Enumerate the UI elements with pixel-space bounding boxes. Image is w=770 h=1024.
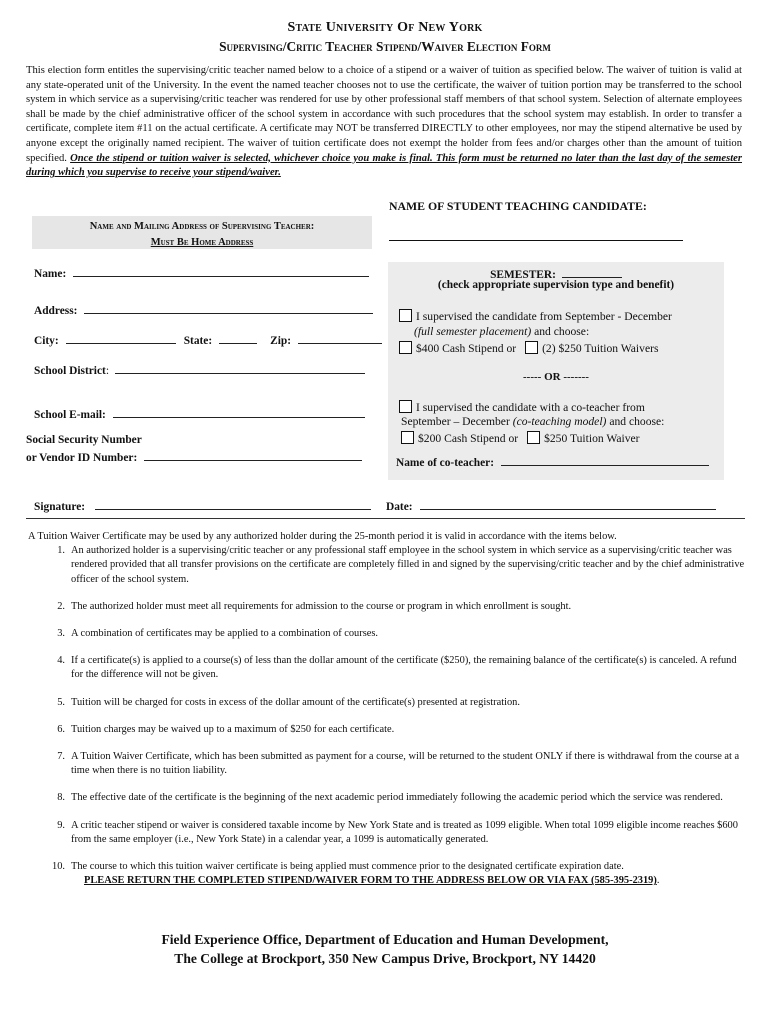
footer-college: The College at Brockport, 350 New Campus Drive, Brockport, NY 14420 [174, 951, 596, 966]
terms-item-number: 7. [57, 751, 65, 763]
date-field[interactable] [420, 496, 716, 510]
option2-italic: (co-teaching model) [512, 415, 607, 428]
email-field[interactable] [113, 404, 365, 418]
footer-office: Field Experience Office, Department of Education and Human Development, [161, 932, 609, 947]
form-title-university: State University Of New York [287, 20, 483, 35]
terms-item-number: 4. [57, 655, 65, 667]
terms-item-text: A critic teacher stipend or waiver is considered taxable income by New York State and is treated as 1099 eligible. When total 1099 eligible income reaches $600 from the same employer (i.e., New York State) in a calendar year, a 1099 is automatically generated. [71, 819, 738, 845]
terms-item [26, 723, 746, 737]
terms-item-text: The course to which this tuition waiver certificate is being applied must commence prior to the designated certificate expiration date. [71, 861, 624, 873]
vendor-id-label: or Vendor ID Number: [26, 452, 138, 464]
terms-item [26, 791, 746, 805]
stipend-200-checkbox[interactable] [401, 431, 414, 444]
stipend-400-label: $400 Cash Stipend or [416, 342, 517, 355]
terms-item-text: A combination of certificates may be applied to a combination of courses. [71, 628, 379, 640]
full-semester-checkbox[interactable] [399, 309, 412, 322]
terms-item-number: 2. [57, 600, 65, 612]
ssn-field[interactable] [144, 447, 362, 461]
district-label: School District [34, 365, 106, 377]
terms-item-text: Tuition charges may be waived up to a maximum of $250 for each certificate. [71, 723, 395, 735]
terms-item [26, 860, 746, 888]
terms-item [26, 600, 746, 614]
city-field[interactable] [66, 330, 176, 344]
state-field[interactable] [219, 330, 257, 344]
stipend-200-label: $200 Cash Stipend or [418, 432, 519, 445]
terms-item-text: The effective date of the certificate is the beginning of the next academic period immediately following the academic period which the service was rendered. [71, 792, 723, 804]
ssn-label: Social Security Number [26, 434, 142, 446]
address-heading: Name and Mailing Address of Supervising Teacher: [89, 221, 315, 232]
semester-label: SEMESTER: [490, 269, 556, 281]
terms-item-number: 10. [52, 861, 65, 873]
coteacher-field[interactable] [501, 452, 709, 466]
signature-field[interactable] [95, 496, 371, 510]
terms-item [26, 750, 746, 778]
semester-field[interactable] [562, 264, 622, 278]
stipend-400-checkbox[interactable] [399, 341, 412, 354]
or-divider: ----- OR ------- [523, 371, 589, 383]
terms-item-number: 3. [57, 628, 65, 640]
co-teaching-checkbox[interactable] [399, 400, 412, 413]
intro-paragraph [26, 64, 742, 181]
option1-text: I supervised the candidate from September - December [416, 310, 672, 323]
semester-instruction: (check appropriate supervision type and benefit) [437, 279, 675, 291]
footer-address [0, 930, 770, 968]
form-title: Supervising/Critic Teacher Stipend/Waiver Election Form [219, 39, 551, 54]
waiver-250-checkbox[interactable] [527, 431, 540, 444]
address-label: Address: [34, 305, 78, 317]
terms-item-number: 6. [57, 723, 65, 735]
signature-label: Signature: [34, 501, 86, 513]
option2-choose: and choose: [609, 415, 665, 428]
terms-section [26, 530, 746, 888]
terms-item [26, 654, 746, 682]
candidate-label: NAME OF STUDENT TEACHING CANDIDATE: [389, 199, 647, 213]
terms-item [26, 696, 746, 710]
intro-emphasis: Once the stipend or tuition waiver is selected, whichever choice you make is final. This form must be returned no later than the last day of the semester during which you supervise to receive your stipend/waiver. [26, 152, 742, 179]
terms-item-number: 1. [57, 545, 65, 557]
intro-text: This election form entitles the supervising/critic teacher named below to a choice of a stipend or a waiver of tuition as specified below. The waiver of tuition is valid at any state-operated unit of the University. In the event the named teacher chooses not to use the certificate, the waiver of tuition portion may be transferred to the school system in which service as a supervising/critic teacher was rendered for use by other professional staff members of that school system. Selection of alternate employees shall be made by the chief administrative officer of the school system in accordance with such procedures that the school system may establish. In order to transfer a certificate, complete item #11 on the actual certificate. A certificate may NOT be transferred DIRECTLY to other employees, nor may the stipend alternative be used by anyone except the originally named recipient. The waiver of tuition certificate does not exempt the holder from fees and/or charges other than the amount of tuition specified. [26, 65, 742, 164]
terms-item-number: 9. [57, 819, 65, 831]
coteacher-label: Name of co-teacher: [396, 457, 495, 469]
option2-text: I supervised the candidate with a co-teacher from [416, 401, 645, 414]
option2-prefix: September – December [401, 415, 510, 428]
terms-item-text: Tuition will be charged for costs in excess of the dollar amount of the certificate(s) presented at registration. [71, 696, 520, 708]
district-field[interactable] [115, 360, 365, 374]
option1-choose: and choose: [534, 325, 590, 338]
terms-item-number: 8. [57, 792, 65, 804]
terms-item-text: A Tuition Waiver Certificate, which has been submitted as payment for a course, will be returned to the student ONLY if there is withdrawal from the course at a time when there is no tuition liability. [71, 751, 740, 777]
email-label: School E-mail: [34, 409, 106, 421]
terms-item-text: An authorized holder is a supervising/critic teacher or any professional staff employee in the school system in which service as a supervising/critic teacher was rendered provided that all transfer provisions on the certificate are completely filled in and signed by the supervising/critic teacher and by the chief administrative officer of the school system. [71, 545, 745, 585]
address-subheading: Must Be Home Address [150, 237, 254, 248]
terms-item-number: 5. [57, 696, 65, 708]
date-label: Date: [386, 501, 413, 513]
name-label: Name: [34, 268, 67, 280]
state-label: State: [183, 335, 213, 347]
address-field[interactable] [84, 300, 373, 314]
terms-item [26, 819, 746, 847]
terms-item [26, 627, 746, 641]
address-heading-box [32, 216, 372, 249]
section-divider [26, 518, 745, 519]
name-field[interactable] [73, 263, 369, 277]
district-colon: : [105, 364, 110, 377]
return-instructions: PLEASE RETURN THE COMPLETED STIPEND/WAIVER FORM TO THE ADDRESS BELOW OR VIA FAX (585-395-2319) [84, 875, 657, 887]
return-period: . [656, 875, 660, 887]
terms-item [26, 544, 746, 587]
terms-item-text: The authorized holder must meet all requirements for admission to the course or program in which enrollment is sought. [71, 600, 572, 612]
terms-intro: A Tuition Waiver Certificate may be used by any authorized holder during the 25-month period it is valid in accordance with the items below. [28, 531, 617, 542]
city-label: City: [34, 335, 59, 347]
option1-italic: (full semester placement) [414, 325, 532, 338]
candidate-name-field[interactable] [389, 240, 683, 241]
zip-label: Zip: [270, 335, 292, 347]
waiver-2x250-label: (2) $250 Tuition Waivers [542, 342, 659, 355]
zip-field[interactable] [298, 330, 382, 344]
terms-list [26, 544, 746, 888]
waiver-250-label: $250 Tuition Waiver [544, 432, 640, 445]
waiver-2x250-checkbox[interactable] [525, 341, 538, 354]
terms-item-text: If a certificate(s) is applied to a course(s) of less than the dollar amount of the certificate ($250), the remaining balance of the certificate(s) is canceled. A refund for the difference will not be given. [71, 655, 737, 681]
